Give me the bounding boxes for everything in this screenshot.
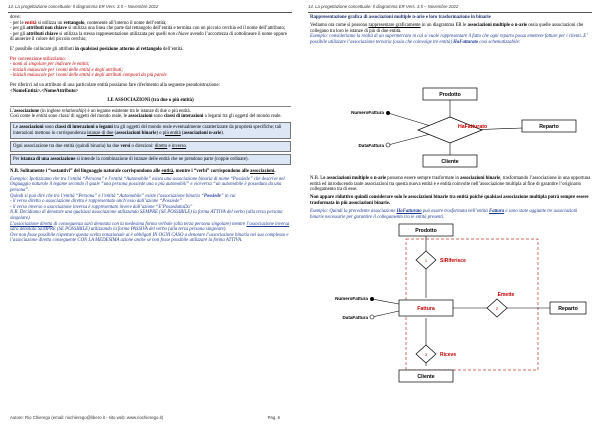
t: , trasformando l’associazione in una opportuna entità ed introducendo tante associazioni tra questa nuova entità e e entità coinvolte nell’associazione multipla al fine di garantire l’originario collegamento tra di esse.	[310, 176, 591, 193]
t: ossia quelle associazioni che collegano tra loro le istanze di più di due entità.	[310, 23, 584, 34]
example-verso-inverso: - il verso inverso o associazione inversa è rappresentato invece dall’azione “E’PosseduttaDa”	[10, 204, 193, 210]
t: in un diagramma ER le	[420, 23, 468, 29]
page-footer	[10, 415, 290, 420]
t: sarà denotata SEMPRE (SE POSSIBILE) utilizzando la forma PASSIVA del verbo (alla terza persona singolare).	[10, 227, 227, 233]
relationship-1-number: 1	[424, 258, 428, 263]
t: relationship	[61, 108, 85, 114]
t: associazioni	[19, 124, 44, 130]
key-attribute-dot	[386, 111, 390, 115]
t: o legami tra gli oggetti del mondo reale.	[203, 114, 282, 120]
entity-cliente-label: Cliente	[441, 159, 459, 165]
t: HaFatturato	[453, 39, 479, 45]
box-istanza-text	[13, 157, 288, 163]
t: classi di interazioni o legami	[55, 124, 113, 130]
relationship-emette-label: Emette	[497, 292, 515, 298]
entity-prodotto-label: Prodotto	[439, 92, 461, 98]
box-def-text	[13, 125, 288, 136]
page-number: Pag. 6	[267, 415, 280, 420]
t: o direzioni:	[130, 143, 155, 149]
example-diretta-inversa	[10, 222, 291, 233]
t: ” in cui	[220, 193, 236, 199]
t: associazioni n-arie	[183, 130, 222, 136]
t: HaFatturato	[396, 208, 422, 214]
attr-datafattura-label: DataFattura	[342, 315, 368, 320]
right-page	[300, 0, 600, 424]
t: l’associazione inversa	[246, 221, 290, 227]
t: istanza di una associazione	[20, 156, 76, 162]
t: ) è un legame esistente tra le istanze di due o più entità.	[84, 108, 191, 114]
t: Così come le	[10, 114, 37, 120]
t: diretto	[154, 143, 168, 149]
header-rule	[308, 12, 592, 13]
attribute-dot	[386, 143, 390, 147]
text-esempio-supermercato	[310, 34, 591, 45]
t: così schematizzabile:	[478, 39, 521, 45]
text-dove: dove:	[10, 15, 21, 20]
relationship-2-number: 2	[495, 306, 499, 311]
versi-box	[10, 141, 291, 152]
text-classi	[10, 114, 291, 120]
entity-prodotto-label: Prodotto	[415, 228, 437, 234]
conv-1: - nomi al singolare per indicare le entità;	[10, 62, 90, 68]
t: Esempio: Quindi la precedente associazione	[310, 208, 397, 214]
t: si utilizza un	[36, 20, 64, 26]
example-ove: Ove non fosse possibile rispettare questa scelta notazionale ai è obbligati IN OGNI CASO a denotare l’associazione binaria nei suo complesso e l’associazione diretta conseguente CON LA MEDESIMA azione anche se non fosse possibile utilizzare la forma ATTIVA.	[10, 232, 289, 244]
t: può essere trasformata nell’entità	[421, 208, 489, 214]
t: inverso	[171, 143, 186, 149]
definition-box	[10, 122, 291, 138]
entity-cliente-label: Cliente	[417, 374, 435, 380]
t: classi di interazioni	[163, 114, 204, 120]
t: , mentre i “verbi” corrispondono alle	[173, 168, 251, 174]
t: (	[113, 130, 117, 136]
t: - per gli	[10, 31, 27, 37]
t: sono	[47, 114, 59, 120]
t: - per gli	[10, 26, 27, 32]
t: tra gli oggetti del mondo reale eventualmente caratterizzate da proprietà specifiche; tali interazioni mettono in corrispondenza	[13, 124, 282, 136]
t: Ogni associazione tra due entità (quindi binaria) ha due	[13, 143, 121, 149]
t: sono	[43, 124, 55, 130]
t: (in inglese	[39, 108, 62, 114]
t: associazioni binarie	[116, 130, 157, 136]
t: N.B. Solitamente i “sostantivi” del linguaggio naturale corrispondono alle	[10, 168, 162, 174]
t: più entità	[162, 130, 181, 136]
t: Quindi si può dire che tra l’entità “Persona” e l’entità “Automobile” esiste l’associazione binaria “	[10, 193, 204, 199]
t: attributi chiave	[26, 31, 58, 37]
text-vediamo	[310, 23, 591, 34]
istanza-box	[10, 154, 291, 165]
t: N.B. L	[310, 176, 324, 181]
title-rule	[10, 106, 291, 107]
t: classi	[58, 114, 70, 120]
t: entità	[36, 114, 48, 120]
conv-3: - iniziali maiuscole per i nomi delle entità e degli attributi composti da più parole	[10, 73, 167, 79]
t: Fattura	[489, 208, 505, 214]
attribute-dot	[370, 315, 374, 319]
footer-author: Autore: Rio Chierego (email: riochierego@libero.it - sito web: www.riochierego.it)	[10, 415, 164, 420]
t: , contenente all’interno il nome dell’entità;	[84, 20, 167, 26]
t: L’associazione diretta	[10, 221, 53, 227]
t: istanze di due	[87, 130, 114, 136]
bullet-attr-chiave	[10, 32, 291, 43]
text-convenzione: Per convenzione utilizziamo:	[10, 56, 66, 62]
t: rettangolo	[63, 20, 85, 26]
t: entità	[161, 168, 174, 174]
t: entità	[24, 20, 37, 26]
t: si utilizza la stessa rappresentazione utilizzata per quelli	[57, 31, 168, 37]
t: Possiede	[203, 193, 221, 199]
box-versi-text	[13, 144, 288, 150]
t: possono essere sempre trasformate in	[386, 176, 461, 181]
t: Le	[13, 124, 20, 130]
t: dell’entità.	[161, 46, 184, 52]
er-diagram-ternary	[310, 83, 591, 173]
t: (	[180, 130, 184, 136]
example-nb-attiva: N.B. Decidiamo di denotare una qualsiasi associazione utilizzando SEMPRE (SE POSSIBILE) la forma ATTIVA del verbo (alla terza persona singolare).	[10, 210, 283, 222]
t: di oggetti del mondo reale, le	[69, 114, 129, 120]
t: e associazioni multiple o n-arie	[323, 176, 387, 181]
t: attributi non chiave	[26, 26, 67, 32]
t: e	[167, 143, 172, 149]
t: Esempio: consideriamo la realtà di un supermercato in cui si vuole rappresentare il fatto che ogni reparto possa emettere fatture per i clienti. E’ possibile utilizzare l’associazione ternaria (ossia che coinvolge tre entità)	[310, 34, 588, 45]
t: versi	[120, 143, 131, 149]
t: si intende la combinazione di istanze delle entità che ne prendono parte (coppie ordinate).	[75, 156, 249, 162]
er-diagram-binary	[310, 218, 591, 398]
left-content	[10, 15, 291, 244]
t: .	[185, 143, 188, 149]
conv-2: - iniziali maiuscole per i nomi delle entità e degli attributi;	[10, 67, 123, 73]
section-title-nary: Rappresentazione grafica di associazioni multiple n-arie e loro trasformazione in binarie	[310, 15, 491, 20]
header-rule	[8, 12, 292, 13]
t: associazione	[14, 108, 40, 114]
t: .	[274, 168, 276, 174]
t: si utilizza una linea che parte dal rettangolo dell’entità e termina con un piccolo cerchio ed il nome dell’attributo;	[66, 26, 286, 32]
key-attribute-dot	[370, 297, 374, 301]
t: Per	[13, 156, 21, 162]
t: sono	[152, 114, 164, 120]
pseudo-istruzione: <NomeEntità>.<NomeAttributo>	[10, 88, 79, 94]
t: E’ possibile collocare gli attributi	[10, 46, 76, 52]
t: di conseguenza sarà denotata con la medesima forma verbale (alla terza persona singolare) mentre	[52, 221, 247, 227]
attr-datafattura-label: DataFattura	[358, 143, 384, 148]
t: avendo l’accortezza di sottolineare il nome oppure di annerire il colore del piccolo cerchio;	[10, 31, 287, 43]
t: e sono state aggiunte tre associazioni binarie necessarie per garantire il collegamento tra le entità presenti.	[310, 208, 578, 220]
relationship-3-number: 3	[424, 352, 428, 357]
page-header: 14. La progettazione concettuale: Il diagramma ER Vers. 3.5 – Novembre 2022	[308, 4, 459, 9]
right-content-2	[310, 176, 591, 220]
example-possiede: Esempio: Ipotizziamo che tra l’entità “Persona” e l’entità “Automobile” esista una associazione binaria di nome “Possiede” che descrive nel linguaggio naturale il legame secondo il quale “una persona possiede una o più automobili” e viceversa “un automobile è posseduta da una persona”.	[10, 176, 285, 194]
attr-numerofattura-label: NumeroFattura	[335, 296, 368, 301]
relationship-hafatturato	[418, 117, 482, 143]
relationship-hafatturato-label: HaFatturato	[458, 124, 488, 130]
relationship-riceve-label: Riceve	[440, 352, 457, 358]
text-nb-nary	[310, 176, 591, 193]
t: - per le	[10, 20, 25, 26]
entity-fattura-label: Fattura	[417, 306, 435, 312]
page-header: 14. La progettazione concettuale: Il diagramma ER Vers. 3.5 – Novembre 2022	[8, 4, 159, 9]
t: L’	[10, 108, 15, 114]
example-verso-diretto: - il verso diretto o associazione diretta è rappresentato anch’esso dall’azione “Possiede”	[10, 199, 183, 205]
text-non-riduttivo: Non appare riduttivo quindi considerare solo le associazioni binarie tra entità poiché qualsiasi associazione multipla potrà sempre essere trasformata in più associazioni binarie.	[310, 195, 589, 206]
t: associazioni	[128, 114, 153, 120]
right-content	[310, 15, 591, 45]
t: associazioni binarie	[460, 176, 501, 181]
t: associazioni multiple o n-arie	[467, 23, 528, 29]
entity-reparto-label: Reparto	[539, 124, 559, 130]
nb-sostantivi	[10, 169, 291, 175]
t: Vediamo ora come si possono	[310, 23, 369, 29]
t: ).	[221, 130, 225, 136]
attr-numerofattura-label: NumeroFattura	[351, 110, 384, 115]
t: ) o	[156, 130, 163, 136]
entity-reparto-label: Reparto	[558, 306, 578, 312]
t: rappresentare graficamente	[368, 23, 421, 29]
t: in qualsiasi posizione attorno al rettangolo	[75, 46, 162, 52]
relationship-siriferisce-label: SiRiferisce	[440, 258, 466, 264]
t: associazioni	[250, 168, 275, 174]
text-pseudo: Per riferirci ad un attributo di una particolare entità possiamo fare riferimento alla seguente pseudoistruzione:	[10, 82, 220, 88]
section-title: LE ASSOCIAZIONI (tra due o più entità)	[107, 98, 194, 104]
t: non chiave	[167, 31, 189, 37]
